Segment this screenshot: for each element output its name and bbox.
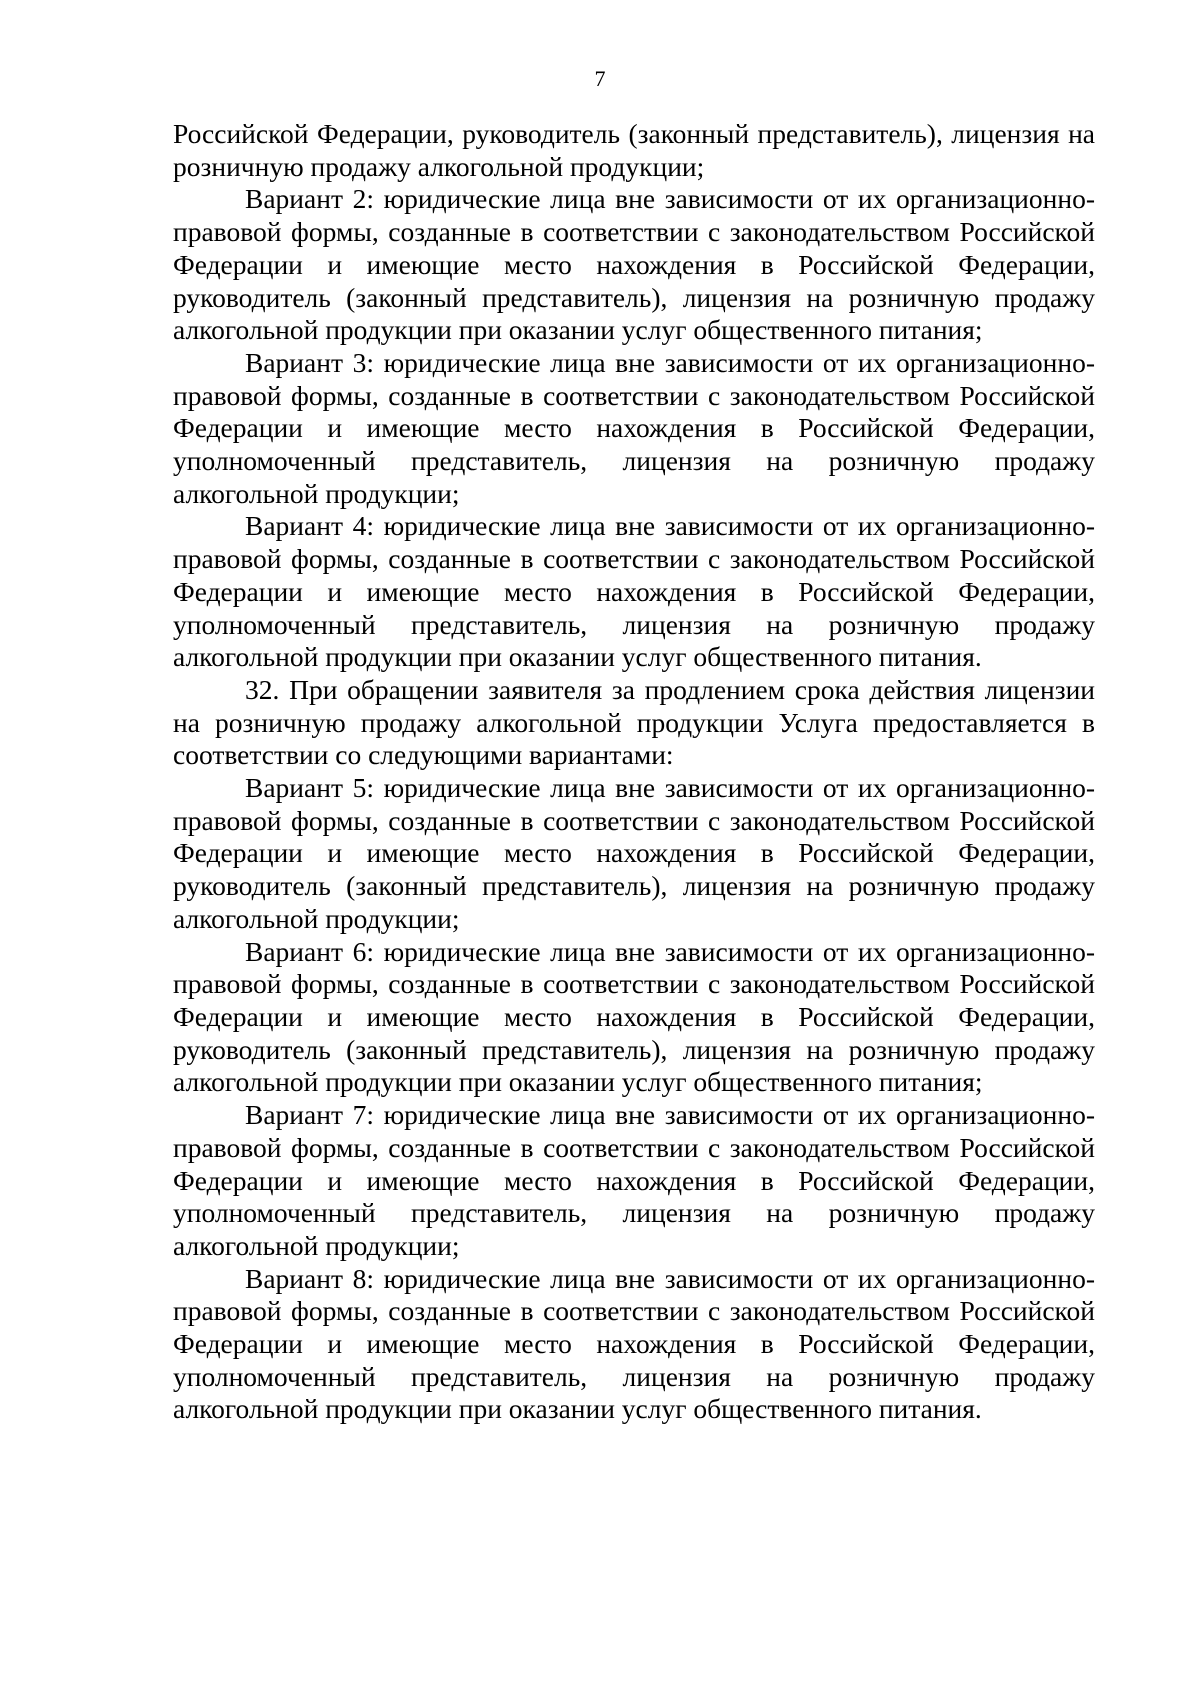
paragraph-variant-4: Вариант 4: юридические лица вне зависимости от их организационно-правовой формы, созданные в соответствии с законодательством Российской Федерации и имеющие место нахождения в Российской Федерации, уполномоченный представитель, лицензия на розничную продажу алкогольной продукции при оказании услуг общественного питания. [173, 510, 1095, 673]
page-number: 7 [594, 66, 606, 91]
paragraph-variant-6: Вариант 6: юридические лица вне зависимости от их организационно-правовой формы, созданные в соответствии с законодательством Российской Федерации и имеющие место нахождения в Российской Федерации, руководитель (законный представитель), лицензия на розничную продажу алкогольной продукции при оказании услуг общественного питания; [173, 935, 1095, 1098]
paragraph-variant-7: Вариант 7: юридические лица вне зависимости от их организационно-правовой формы, созданные в соответствии с законодательством Российской Федерации и имеющие место нахождения в Российской Федерации, уполномоченный представитель, лицензия на розничную продажу алкогольной продукции; [173, 1099, 1095, 1261]
document-body [173, 118, 1095, 1426]
paragraph-variant-5: Вариант 5: юридические лица вне зависимости от их организационно-правовой формы, созданные в соответствии с законодательством Российской Федерации и имеющие место нахождения в Российской Федерации, руководитель (законный представитель), лицензия на розничную продажу алкогольной продукции; [173, 772, 1095, 934]
paragraph-variant-3: Вариант 3: юридические лица вне зависимости от их организационно-правовой формы, созданные в соответствии с законодательством Российской Федерации и имеющие место нахождения в Российской Федерации, уполномоченный представитель, лицензия на розничную продажу алкогольной продукции; [173, 346, 1095, 509]
paragraph-variant-8: Вариант 8: юридические лица вне зависимости от их организационно-правовой формы, созданные в соответствии с законодательством Российской Федерации и имеющие место нахождения в Российской Федерации, уполномоченный представитель, лицензия на розничную продажу алкогольной продукции при оказании услуг общественного питания. [173, 1262, 1095, 1425]
paragraph-continuation: Российской Федерации, руководитель (законный представитель), лицензия на розничную продажу алкогольной продукции; [173, 118, 1095, 182]
paragraph-clause-32: 32. При обращении заявителя за продлением срока действия лицензии на розничную продажу алкогольной продукции Услуга предоставляется в соответствии со следующими вариантами: [173, 673, 1095, 771]
paragraph-variant-2: Вариант 2: юридические лица вне зависимости от их организационно-правовой формы, созданные в соответствии с законодательством Российской Федерации и имеющие место нахождения в Российской Федерации, руководитель (законный представитель), лицензия на розничную продажу алкогольной продукции при оказании услуг общественного питания; [173, 183, 1095, 346]
